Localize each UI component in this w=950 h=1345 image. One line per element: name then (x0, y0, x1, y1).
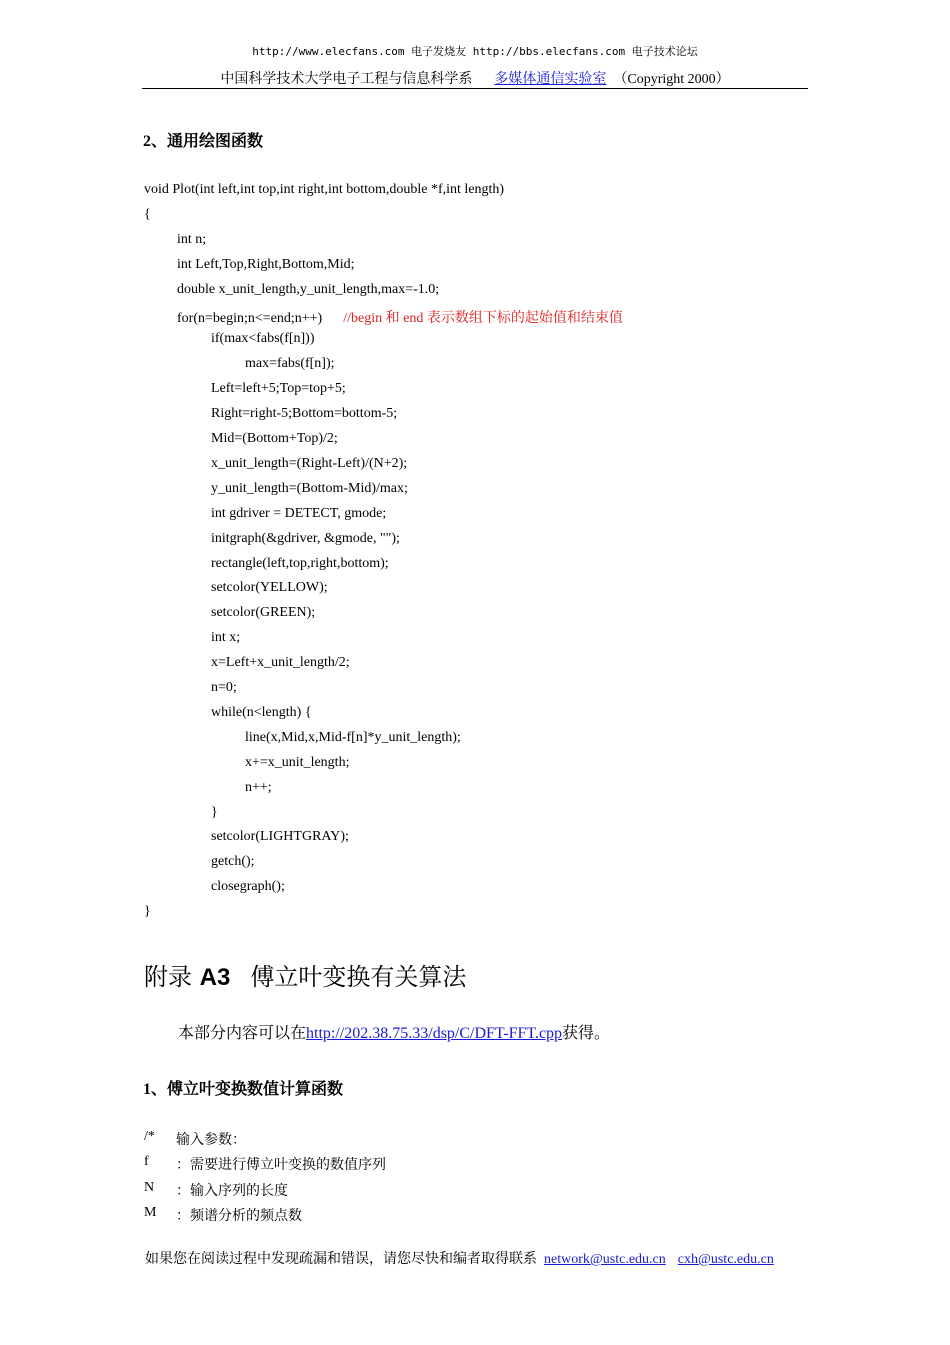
param-description (176, 1180, 288, 1200)
code-line (144, 182, 504, 198)
code-text: void Plot(int left,int top,int right,int bottom,double *f,int length) (144, 182, 505, 197)
code-text: x+=x_unit_length; (245, 754, 350, 770)
section-heading-dft: 1、傅立叶变换数值计算函数 (143, 1081, 344, 1098)
code-text: int gdriver = DETECT, gmode; (211, 505, 387, 521)
code-line (177, 257, 355, 273)
code-comment: //begin 和 end 表示数组下标的起始值和结束值 (343, 310, 623, 326)
email-link-network[interactable]: network@ustc.edu.cn (544, 1252, 666, 1267)
code-text: line(x,Mid,x,Mid-f[n]*y_unit_length); (245, 729, 461, 745)
code-text: getch(); (211, 854, 255, 870)
param-separator: ： (176, 1183, 190, 1199)
code-line (211, 655, 350, 671)
code-text: n++; (245, 779, 272, 795)
code-text: closegraph(); (211, 879, 285, 895)
header-divider (142, 88, 808, 89)
param-description (176, 1154, 386, 1174)
code-line (211, 630, 240, 646)
code-line (211, 829, 349, 845)
code-text: setcolor(GREEN); (211, 605, 316, 621)
code-line (211, 854, 255, 870)
code-line (144, 904, 151, 920)
code-text: x_unit_length=(Right-Left)/(N+2); (211, 455, 408, 471)
code-text: int n; (177, 231, 207, 247)
param-name: M (144, 1204, 157, 1220)
appendix-title-text: 傅立叶变换有关算法 (250, 963, 467, 991)
code-line (211, 331, 315, 347)
code-line (211, 556, 389, 572)
code-text: { (144, 206, 151, 222)
code-line (211, 381, 346, 397)
code-line (177, 282, 439, 298)
code-line (177, 232, 206, 248)
param-desc-text: 频谱分析的频点数 (190, 1208, 302, 1224)
source-code-link[interactable]: http://202.38.75.33/dsp/C/DFT-FFT.cpp (306, 1025, 563, 1042)
param-description (176, 1205, 302, 1225)
footer-text: 如果您在阅读过程中发现疏漏和错误，请您尽快和编者取得联系 (145, 1252, 537, 1267)
code-text: max=fabs(f[n]); (245, 356, 335, 372)
code-text: setcolor(YELLOW); (211, 580, 328, 596)
code-text: Mid=(Bottom+Top)/2; (211, 431, 338, 446)
appendix-number: A3 (199, 964, 231, 991)
param-separator: ： (176, 1208, 190, 1224)
param-name: N (144, 1179, 155, 1195)
copyright-text: （Copyright 2000） (613, 72, 730, 87)
code-line (211, 406, 397, 422)
code-line (211, 680, 237, 696)
code-text: } (211, 804, 218, 820)
code-line (144, 207, 151, 223)
param-desc-text: 需要进行傅立叶变换的数值序列 (190, 1158, 386, 1174)
lab-link[interactable]: 多媒体通信实验室 (494, 72, 607, 87)
code-line (245, 780, 272, 796)
code-text: initgraph(&gdriver, &gmode, ""); (211, 530, 400, 546)
appendix-title (144, 957, 466, 992)
header-sites-line: http://www.elecfans.com 电子发烧友 http://bbs.elecfans.com 电子技术论坛 (252, 45, 698, 58)
code-text: int Left,Top,Right,Bottom,Mid; (177, 256, 355, 272)
code-text: y_unit_length=(Bottom-Mid)/max; (211, 480, 408, 496)
code-text: Left=left+5;Top=top+5; (211, 381, 346, 397)
code-line (211, 531, 400, 547)
intro-suffix: 获得。 (562, 1025, 611, 1042)
code-line (211, 456, 407, 472)
footer-contact (145, 1248, 774, 1268)
code-line (211, 431, 338, 447)
appendix-intro (178, 1020, 610, 1043)
code-line (245, 730, 461, 746)
param-description (176, 1129, 246, 1149)
code-line (211, 506, 386, 522)
code-line (211, 705, 312, 721)
code-line (211, 605, 315, 621)
section-heading-plot: 2、通用绘图函数 (143, 133, 264, 150)
code-text: rectangle(left,top,right,bottom); (211, 555, 389, 571)
param-desc-text: 输入参数： (176, 1133, 246, 1148)
param-separator: ： (176, 1158, 190, 1174)
code-line (245, 356, 335, 372)
param-name: f (144, 1154, 149, 1170)
code-text: n=0; (211, 680, 237, 695)
code-text: setcolor(LIGHTGRAY); (211, 829, 349, 845)
code-line (211, 805, 218, 821)
code-text: } (144, 904, 151, 920)
institution-name: 中国科学技术大学电子工程与信息科学系 (220, 72, 473, 87)
code-text: x=Left+x_unit_length/2; (211, 655, 350, 671)
code-text: while(n<length) { (211, 704, 312, 720)
intro-prefix: 本部分内容可以在 (178, 1025, 307, 1042)
code-line (245, 755, 349, 771)
code-text: if(max<fabs(f[n])) (211, 331, 315, 347)
code-text: int x; (211, 630, 241, 646)
param-name: /* (144, 1129, 155, 1144)
header-institution-line (0, 68, 950, 88)
code-line (211, 580, 328, 596)
code-text: Right=right-5;Bottom=bottom-5; (211, 406, 398, 422)
code-line (211, 481, 408, 497)
param-desc-text: 输入序列的长度 (190, 1183, 288, 1199)
code-line (177, 307, 623, 327)
code-text: double x_unit_length,y_unit_length,max=-1.0; (177, 281, 440, 297)
email-link-cxh[interactable]: cxh@ustc.edu.cn (677, 1252, 774, 1267)
code-text: for(n=begin;n<=end;n++) (177, 310, 323, 326)
code-line (211, 879, 285, 895)
appendix-label: 附录 (144, 963, 192, 991)
